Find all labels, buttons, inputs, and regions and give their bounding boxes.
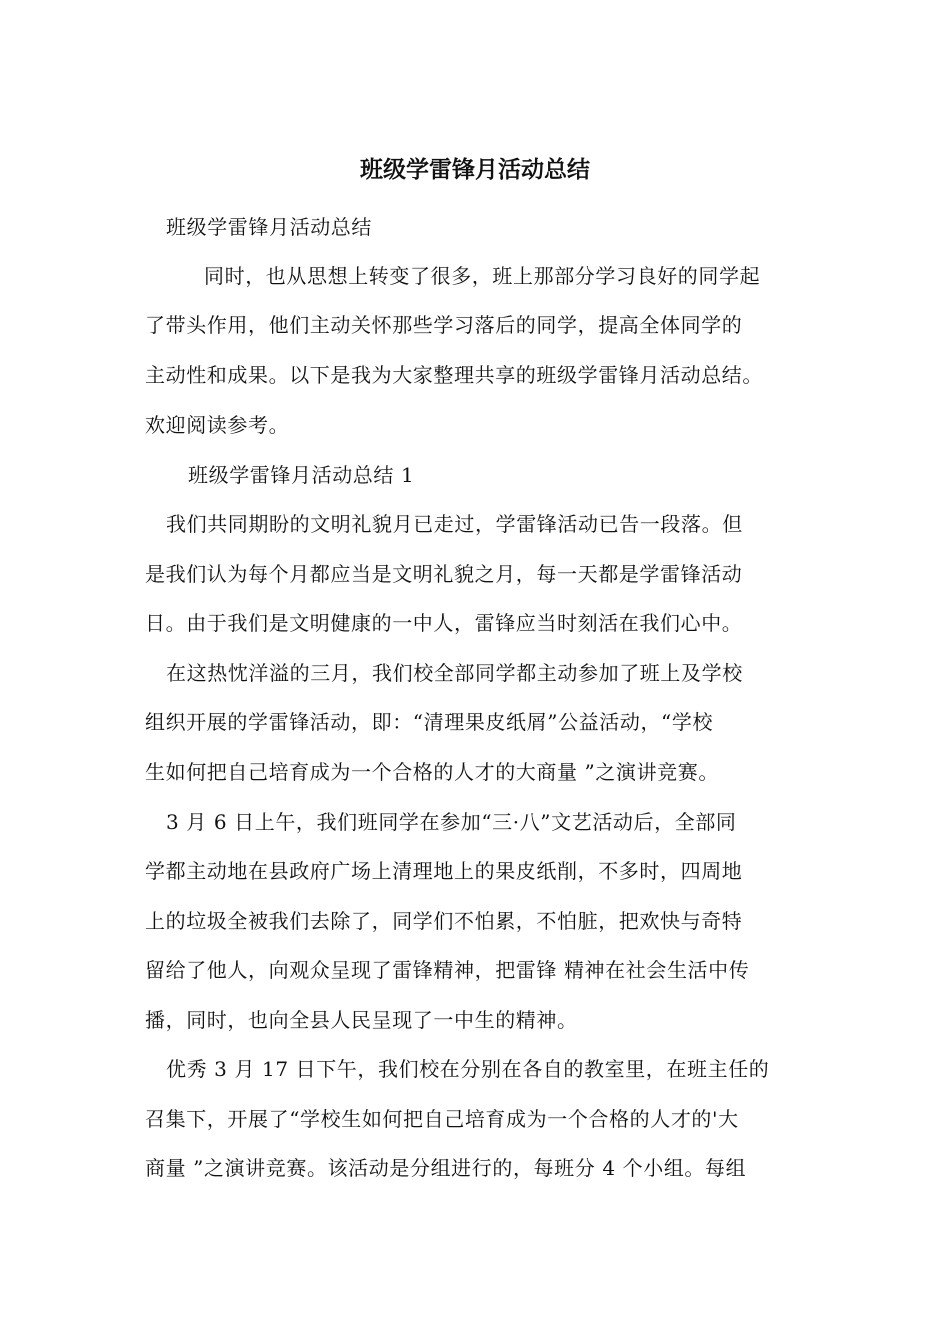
paragraph-line: 是我们认为每个月都应当是文明礼貌之月，每一天都是学雷锋活动 <box>145 562 743 586</box>
paragraph-line: 日。由于我们是文明健康的一中人，雷锋应当时刻活在我们心中。 <box>145 611 743 635</box>
paragraph-line: 召集下，开展了“学校生如何把自己培育成为一个合格的人才的'大 <box>145 1107 739 1131</box>
paragraph-line: 优秀 3 月 17 日下午，我们校在分别在各自的教室里，在班主任的 <box>166 1057 770 1081</box>
paragraph-line: 在这热忱洋溢的三月，我们校全部同学都主动参加了班上及学校 <box>166 661 743 685</box>
paragraph-line: 3 月 6 日上午，我们班同学在参加“三·八”文艺活动后，全部同 <box>166 810 737 834</box>
document-title: 班级学雷锋月活动总结 <box>360 156 590 183</box>
paragraph-line: 我们共同期盼的文明礼貌月已走过，学雷锋活动已告一段落。但 <box>166 512 743 536</box>
section-heading: 班级学雷锋月活动总结 1 <box>188 463 415 487</box>
paragraph-line: 生如何把自己培育成为一个合格的人才的大商量 ”之演讲竞赛。 <box>145 760 719 784</box>
paragraph-line: 同时，也从思想上转变了很多，班上那部分学习良好的同学起 <box>204 264 761 288</box>
paragraph-line: 播，同时，也向全县人民呈现了一中生的精神。 <box>145 1008 578 1032</box>
paragraph-line: 组织开展的学雷锋活动，即：“清理果皮纸屑”公益活动，“学校 <box>145 710 714 734</box>
paragraph-line: 主动性和成果。以下是我为大家整理共享的班级学雷锋月活动总结。 <box>145 363 763 387</box>
paragraph-line: 了带头作用，他们主动关怀那些学习落后的同学，提高全体同学的 <box>145 313 743 337</box>
paragraph-line: 上的垃圾全被我们去除了，同学们不怕累，不怕脏，把欢快与奇特 <box>145 909 743 933</box>
paragraph-line: 留给了他人，向观众呈现了雷锋精神，把雷锋 精神在社会生活中传 <box>145 958 750 982</box>
paragraph-line: 欢迎阅读参考。 <box>145 413 290 437</box>
subtitle-line: 班级学雷锋月活动总结 <box>166 215 372 239</box>
paragraph-line: 学都主动地在县政府广场上清理地上的果皮纸削，不多时，四周地 <box>145 859 743 883</box>
paragraph-line: 商量 ”之演讲竞赛。该活动是分组进行的，每班分 4 个小组。每组 <box>145 1156 747 1180</box>
